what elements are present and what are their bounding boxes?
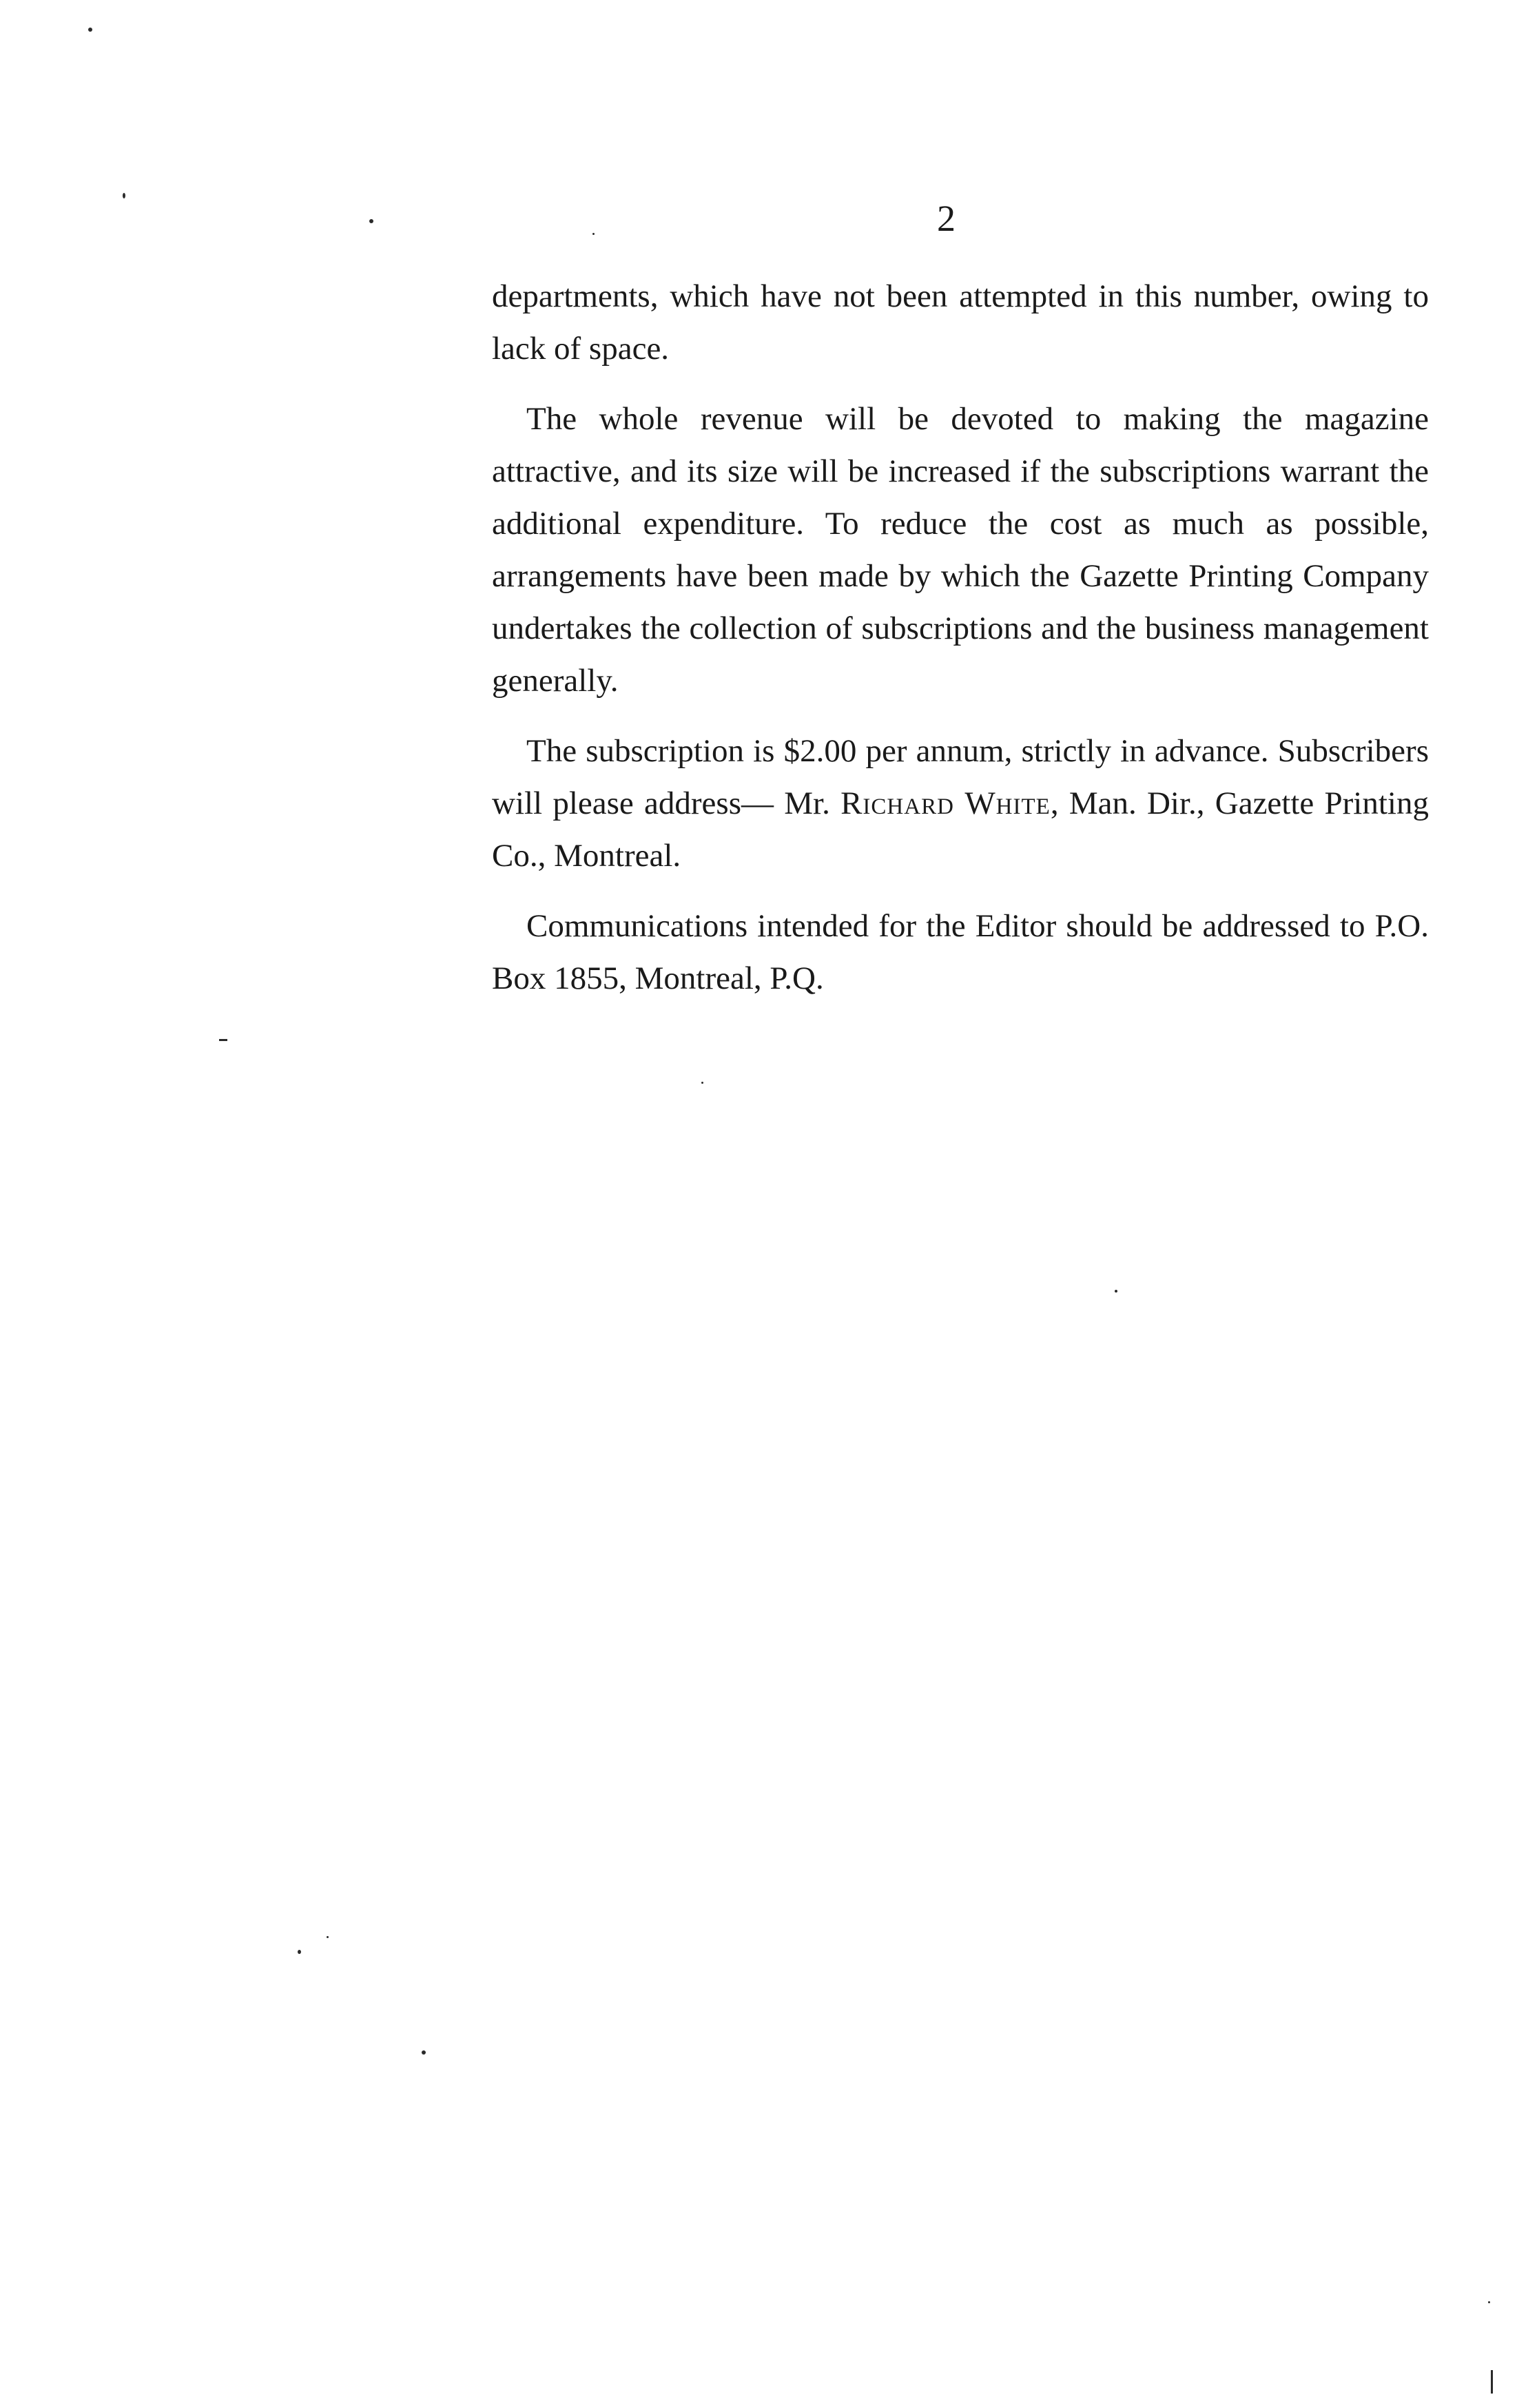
scan-mark: [219, 1039, 227, 1041]
scan-speck: [1115, 1290, 1117, 1293]
page-number: 2: [937, 198, 956, 239]
subscription-address: , Man. Dir., Gazette Printing Co., Montreal.: [492, 785, 1429, 874]
scan-speck: [369, 219, 373, 223]
scan-mark: [1491, 2370, 1493, 2394]
scan-speck: [422, 2050, 426, 2055]
scan-speck: [88, 28, 92, 32]
body-text: [492, 270, 1429, 1022]
scan-speck: [701, 1082, 703, 1084]
paragraph-communications: Communications intended for the Editor should be addressed to P.O. Box 1855, Montreal, P.Q.: [492, 908, 1429, 996]
scan-speck: [298, 1950, 301, 1954]
subscription-text: The subscription is $2.00 per annum, strictly in advance. Subscribers will please address— Mr.: [492, 733, 1429, 821]
paragraph-continuation: departments, which have not been attempted in this number, owing to lack of space.: [492, 278, 1429, 367]
manager-name: Richard White: [840, 785, 1051, 821]
paragraph-subscription: [492, 725, 1429, 882]
paragraph-revenue: The whole revenue will be devoted to making the magazine attractive, and its size will be increased if the subscriptions warrant the additional expenditure. To reduce the cost as much as possible, arrangements have been made by which the Gazette Printing Company undertakes the collection of subscriptions and the business management generally.: [492, 401, 1429, 699]
scan-speck: [327, 1936, 329, 1938]
scan-speck: [592, 233, 595, 235]
scan-speck: [123, 193, 125, 198]
scan-speck: [1488, 2301, 1490, 2303]
